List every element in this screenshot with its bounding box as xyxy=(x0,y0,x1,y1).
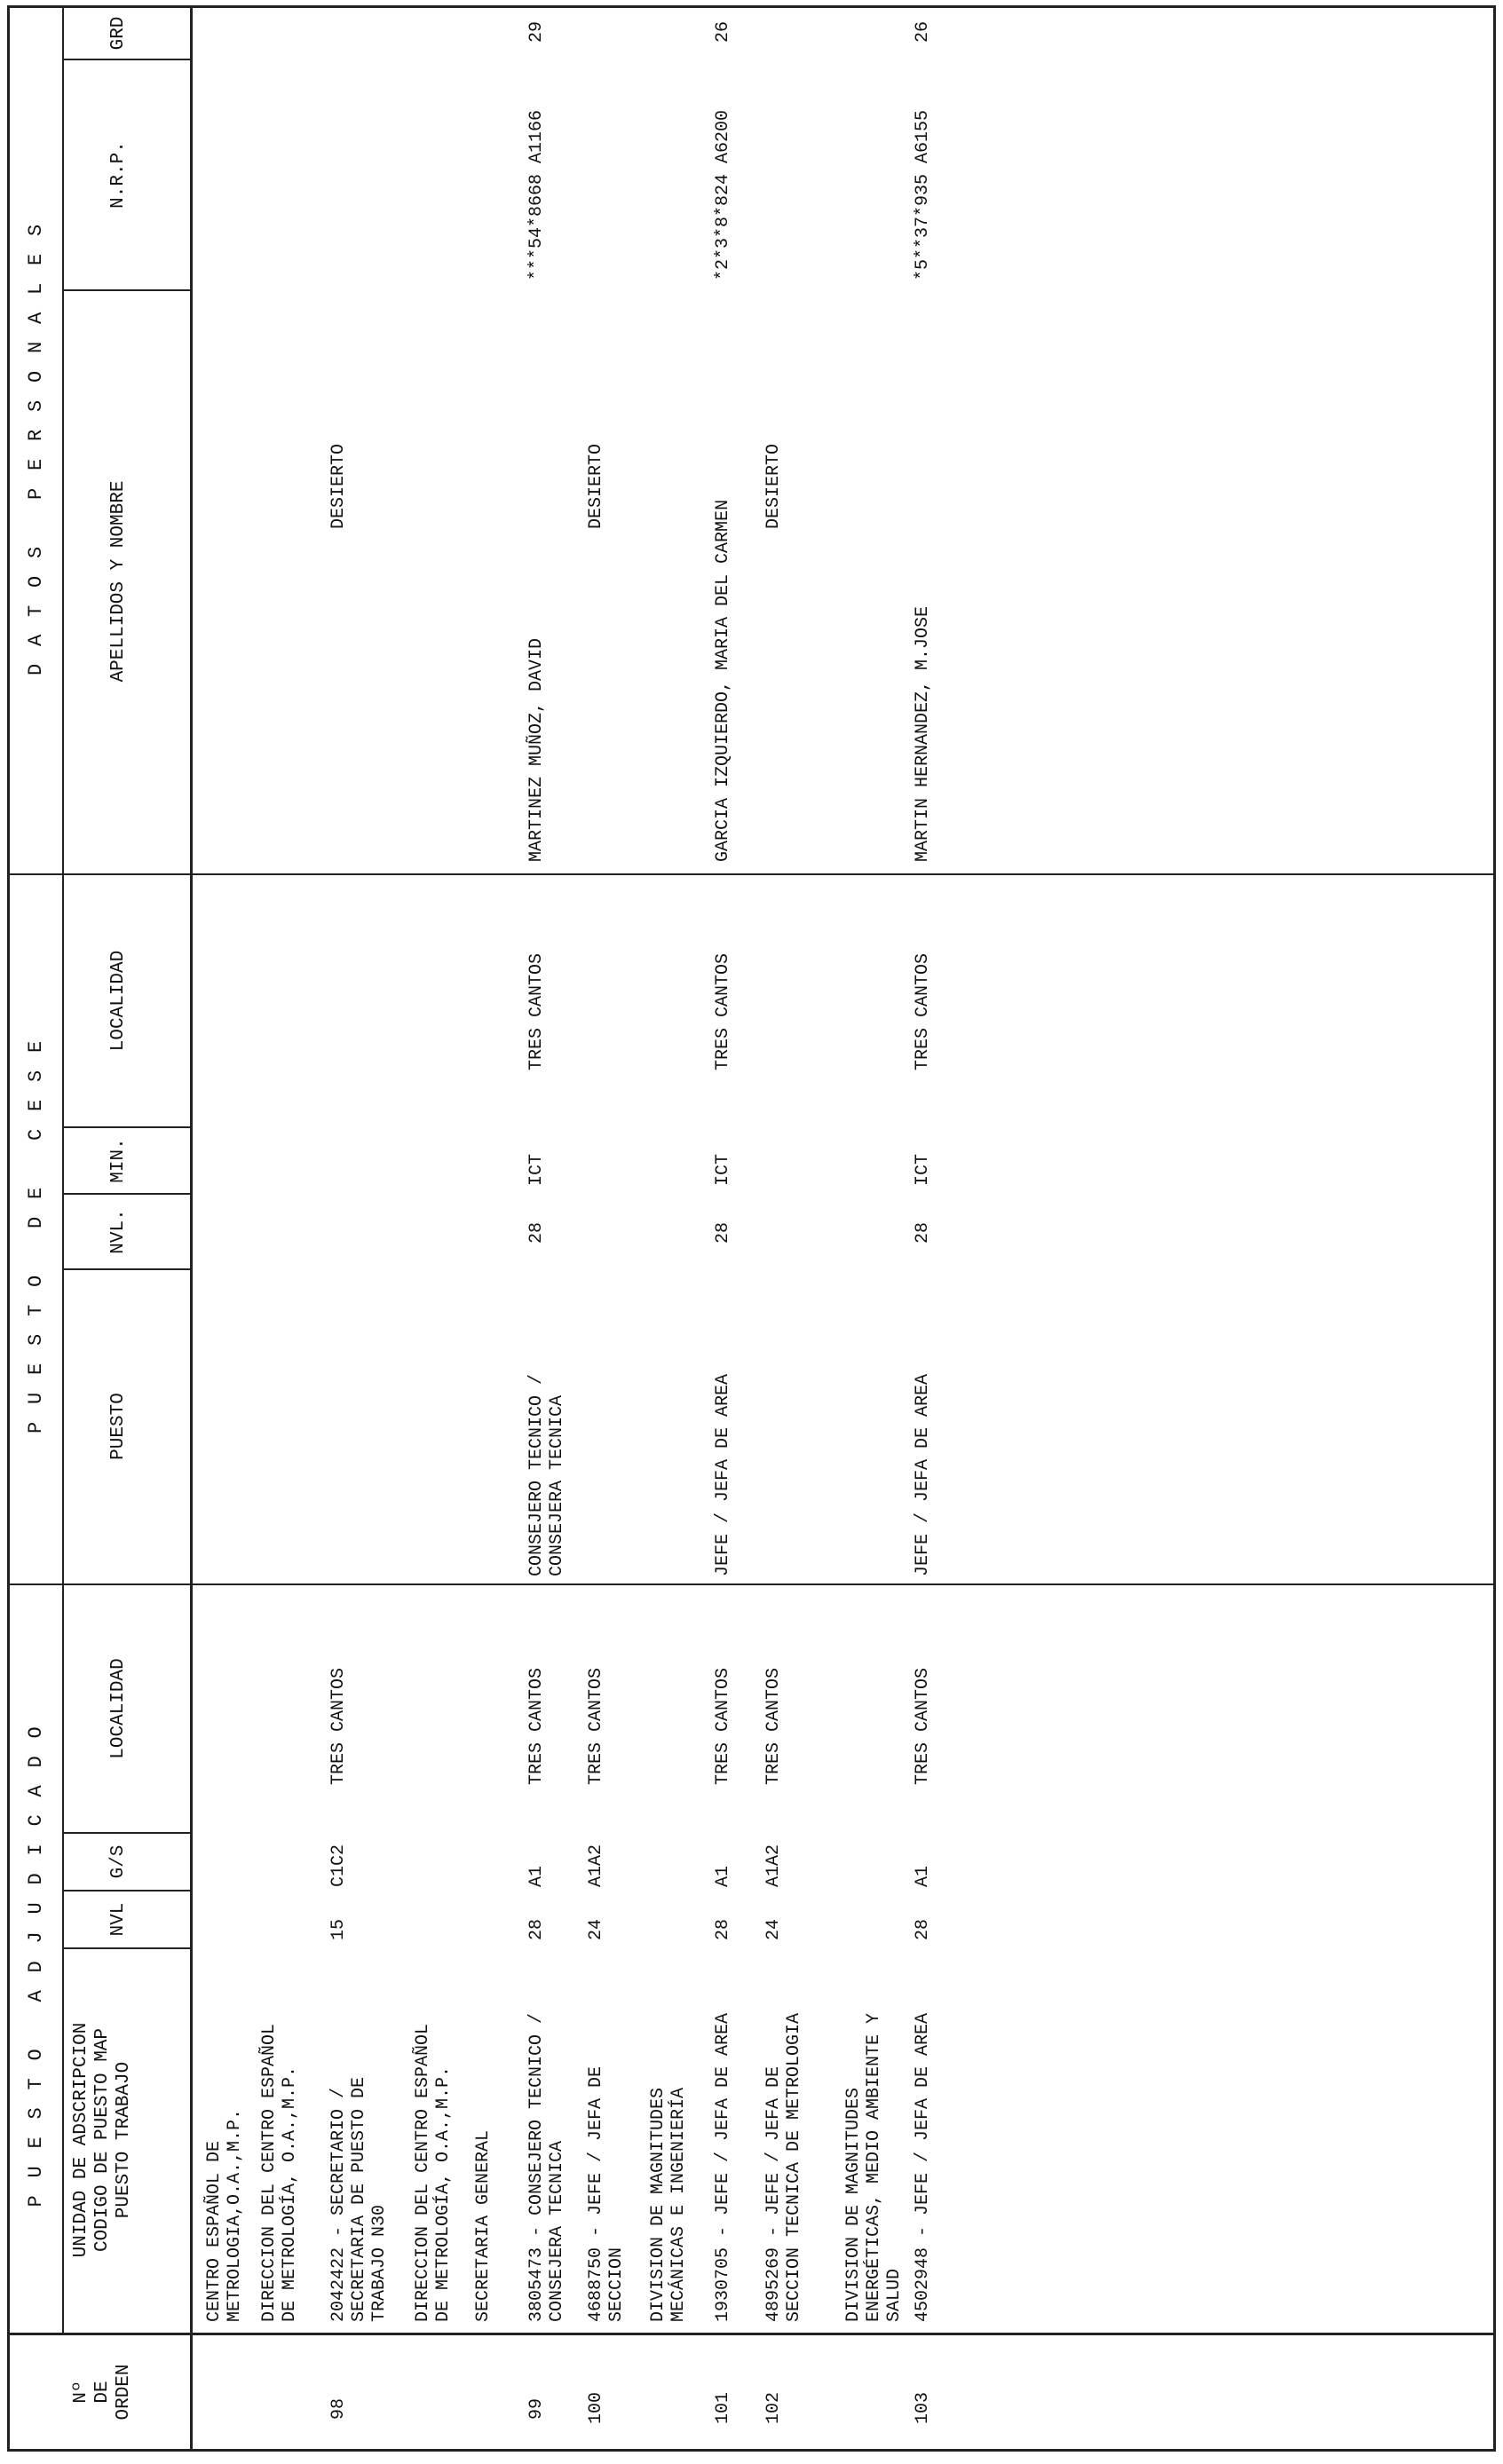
row-cese-nvl: 28 xyxy=(913,1221,933,1244)
row-nombre: DESIERTO xyxy=(586,443,606,529)
row-nrp: *5**37*935 A6155 xyxy=(913,109,933,280)
row-cese-localidad: TRES CANTOS xyxy=(526,952,547,1070)
row-nrp: ***54*8668 A1166 xyxy=(526,109,547,280)
header-orden: Nº DE ORDEN xyxy=(71,2364,135,2421)
row-gs: A1A2 xyxy=(763,1844,784,1887)
unit-block: CENTRO ESPAÑOL DE METROLOGIA,O.A.,M.P. xyxy=(204,2108,245,2322)
row-cese-localidad: TRES CANTOS xyxy=(713,952,733,1070)
row-nombre: DESIERTO xyxy=(763,443,784,529)
row-gs: A1 xyxy=(526,1865,547,1887)
row-grd: 26 xyxy=(913,20,933,43)
row-grd: 26 xyxy=(713,20,733,43)
row-gs: A1A2 xyxy=(586,1844,606,1887)
unit-block: DIVISION DE MAGNITUDES MECÁNICAS E INGENIERÍA xyxy=(648,2087,689,2322)
row-nvl: 24 xyxy=(763,1918,784,1940)
row-orden: 103 xyxy=(913,2391,933,2424)
row-nombre: DESIERTO xyxy=(328,443,349,529)
unit-block: SECRETARIA GENERAL xyxy=(473,2129,494,2322)
row-gs: A1 xyxy=(913,1865,933,1887)
row-puesto-adjudicado: 4895269 - JEFE / JEFA DE SECCION TECNICA DE METROLOGIA xyxy=(763,2012,804,2322)
header-adj-localidad: LOCALIDAD xyxy=(108,1658,129,1759)
frame-left xyxy=(7,2449,1496,2452)
row-grd: 29 xyxy=(526,20,547,43)
row-nvl: 15 xyxy=(328,1918,349,1940)
row-nvl: 28 xyxy=(913,1918,933,1940)
frame-bottom xyxy=(1493,5,1496,2452)
header-cese-localidad: LOCALIDAD xyxy=(108,950,129,1052)
row-localidad: TRES CANTOS xyxy=(328,1667,349,1785)
header-cese-puesto: PUESTO xyxy=(108,1393,129,1460)
row-cese-puesto: JEFE / JEFA DE AREA xyxy=(913,1373,933,1576)
row-cese-min: ICT xyxy=(526,1153,547,1186)
row-nombre: MARTIN HERNANDEZ, M.JOSE xyxy=(913,605,933,862)
orden-separator xyxy=(7,2333,1496,2335)
header-puesto-cese: PUESTO DE CESE xyxy=(25,1023,47,1434)
row-nombre: MARTINEZ MUÑOZ, DAVID xyxy=(526,637,547,862)
row-nombre: GARCIA IZQUIERDO, MARIA DEL CARMEN xyxy=(713,499,733,862)
header-apellidos: APELLIDOS Y NOMBRE xyxy=(108,480,129,683)
row-puesto-adjudicado: 4688750 - JEFE / JEFA DE SECCION xyxy=(586,2065,627,2322)
row-orden: 101 xyxy=(713,2391,733,2424)
row-puesto-adjudicado: 1930705 - JEFE / JEFA DE AREA xyxy=(713,2012,733,2322)
row-orden: 102 xyxy=(763,2391,784,2424)
row-puesto-adjudicado: 4502948 - JEFE / JEFA DE AREA xyxy=(913,2012,933,2322)
header-cese-min: MIN. xyxy=(108,1138,129,1183)
row-orden: 100 xyxy=(586,2391,606,2424)
header-bottom-line xyxy=(190,5,193,2452)
row-nrp: *2*3*8*824 A6200 xyxy=(713,109,733,280)
frame-top xyxy=(7,5,10,2452)
row-localidad: TRES CANTOS xyxy=(713,1667,733,1785)
header-grd: GRD xyxy=(108,16,129,51)
row-localidad: TRES CANTOS xyxy=(586,1667,606,1785)
unit-block: DIRECCION DEL CENTRO ESPAÑOL DE METROLOGÍA, O.A.,M.P. xyxy=(259,2023,300,2322)
row-puesto-adjudicado: 2042422 - SECRETARIO / SECRETARIA DE PUESTO DE TRABAJO N30 xyxy=(328,2076,390,2322)
row-localidad: TRES CANTOS xyxy=(913,1667,933,1785)
row-nvl: 24 xyxy=(586,1918,606,1940)
row-gs: A1 xyxy=(713,1865,733,1887)
row-localidad: TRES CANTOS xyxy=(763,1667,784,1785)
header-adj-nvl: NVL xyxy=(108,1902,129,1937)
row-cese-min: ICT xyxy=(913,1153,933,1186)
adjudicado-cese-separator xyxy=(7,1583,1496,1585)
row-localidad: TRES CANTOS xyxy=(526,1667,547,1785)
row-nvl: 28 xyxy=(713,1918,733,1940)
header-puesto-adjudicado: PUESTO ADJUDICADO xyxy=(25,1709,47,2207)
unit-block: DIVISION DE MAGNITUDES ENERGÉTICAS, MEDIO AMBIENTE Y SALUD xyxy=(843,2012,905,2322)
cese-personales-separator xyxy=(7,873,1496,875)
header-datos-personales: DATOS PERSONALES xyxy=(25,206,47,676)
row-puesto-adjudicado: 3805473 - CONSEJERO TECNICO / CONSEJERA TECNICA xyxy=(526,2012,567,2322)
frame-right xyxy=(7,5,1496,8)
unit-block: DIRECCION DEL CENTRO ESPAÑOL DE METROLOGÍA, O.A.,M.P. xyxy=(413,2023,454,2322)
sep-puesto-nvl xyxy=(62,1268,192,1270)
row-cese-puesto: CONSEJERO TECNICO / CONSEJERA TECNICA xyxy=(526,1373,567,1576)
row-orden: 99 xyxy=(526,2397,547,2420)
header-unidad: UNIDAD DE ADSCRIPCION CODIGO DE PUESTO MAP PUESTO TRABAJO xyxy=(71,2022,135,2258)
header-cese-nvl: NVL. xyxy=(108,1209,129,1254)
row-gs: C1C2 xyxy=(328,1844,349,1887)
row-cese-nvl: 28 xyxy=(526,1221,547,1244)
row-cese-puesto: JEFE / JEFA DE AREA xyxy=(713,1373,733,1576)
row-cese-localidad: TRES CANTOS xyxy=(913,952,933,1070)
row-cese-nvl: 28 xyxy=(713,1221,733,1244)
header-adj-gs: G/S xyxy=(108,1844,129,1879)
header-nrp: N.R.P. xyxy=(108,141,129,209)
row-nvl: 28 xyxy=(526,1918,547,1940)
row-cese-min: ICT xyxy=(713,1153,733,1186)
row-orden: 98 xyxy=(328,2397,349,2420)
group-header-line xyxy=(62,5,64,2335)
